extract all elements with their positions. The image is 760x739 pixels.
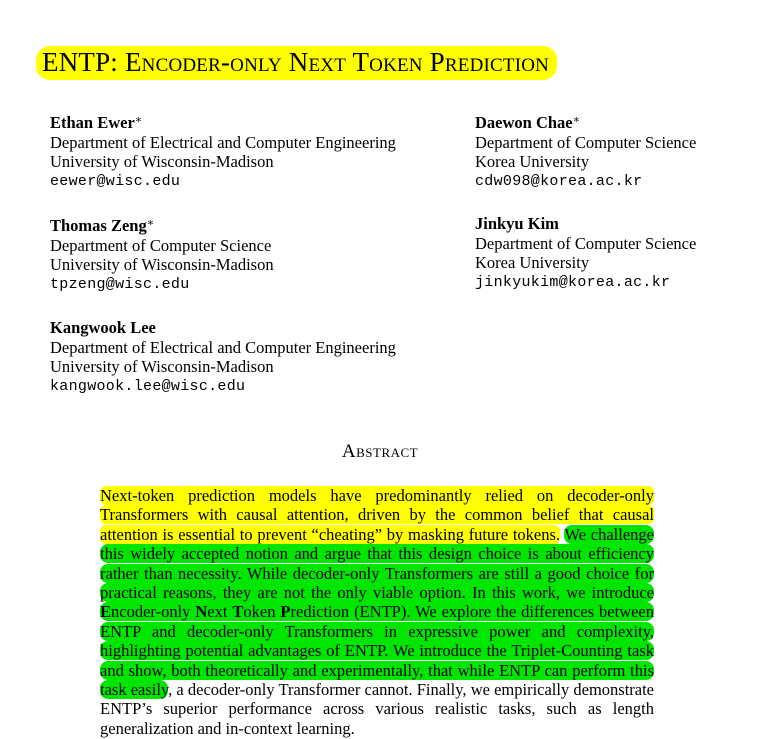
title-rest: Encoder-only Next Token Prediction: [124, 47, 550, 77]
author-affiliation-dept: Department of Computer Science: [475, 233, 697, 253]
author-affiliation-univ: Korea University: [475, 253, 590, 272]
equal-contribution-mark: ∗: [146, 217, 155, 229]
author-email[interactable]: tpzeng@wisc.edu: [50, 275, 190, 293]
author-name: Kangwook Lee: [50, 318, 156, 337]
author-affiliation-univ: University of Wisconsin-Madison: [50, 152, 274, 171]
abstract-highlight-green: We challenge this widely accepted notion and argue that this design choice is about efficiency rather than necessity. While decoder-only Transformers are still a good choice for practical reasons, they are not the only viable option. In this work, we introduce Encoder-only Next Token Prediction (ENTP). We explore the differences between ENTP and decoder-only Transformers in expressive power and complexity, highlighting potential advantages of ENTP. We introduce the Triplet-Counting task and show, both theoretically and experimentally, that while ENTP can perform this task easily: [100, 524, 655, 700]
author-affiliation-dept: Department of Electrical and Computer Engineering: [50, 337, 396, 357]
abstract-plain-text: , a decoder-only Transformer cannot. Finally, we empirically demonstrate ENTP’s superior performance across various realistic tasks, such as length generalization and in-context learning.: [100, 680, 655, 738]
author-name: Thomas Zeng∗: [50, 216, 155, 235]
paper-title: [36, 46, 557, 80]
author-affiliation-univ: University of Wisconsin-Madison: [50, 357, 274, 376]
author-affiliation-dept: Department of Computer Science: [50, 235, 272, 255]
author-affiliation-univ: University of Wisconsin-Madison: [50, 255, 274, 274]
author-affiliation-dept: Department of Electrical and Computer Engineering: [50, 132, 396, 152]
author-affiliation-univ: Korea University: [475, 152, 590, 171]
author-block-3: [50, 214, 274, 294]
abstract-heading: Abstract: [341, 441, 419, 462]
author-email[interactable]: jinkyukim@korea.ac.kr: [475, 273, 671, 291]
equal-contribution-mark: ∗: [572, 114, 581, 126]
title-prefix: ENTP:: [42, 47, 125, 77]
author-block-5: [50, 318, 396, 396]
author-name: Jinkyu Kim: [475, 214, 559, 233]
author-name: Ethan Ewer∗: [50, 113, 143, 132]
abstract-body: [100, 486, 654, 738]
author-name: Daewon Chae∗: [475, 113, 581, 132]
author-email[interactable]: kangwook.lee@wisc.edu: [50, 377, 246, 395]
author-block-4: [475, 214, 696, 292]
author-block-1: [50, 111, 396, 191]
equal-contribution-mark: ∗: [134, 114, 143, 126]
author-email[interactable]: eewer@wisc.edu: [50, 172, 181, 190]
author-affiliation-dept: Department of Computer Science: [475, 132, 697, 152]
abstract-highlight-yellow: Next-token prediction models have predominantly relied on decoder-only Transformers with causal attention, driven by the common belief that causal attention is essential to prevent “cheating” by masking future tokens.: [100, 486, 654, 544]
author-block-2: [475, 111, 696, 191]
author-email[interactable]: cdw098@korea.ac.kr: [475, 172, 643, 190]
